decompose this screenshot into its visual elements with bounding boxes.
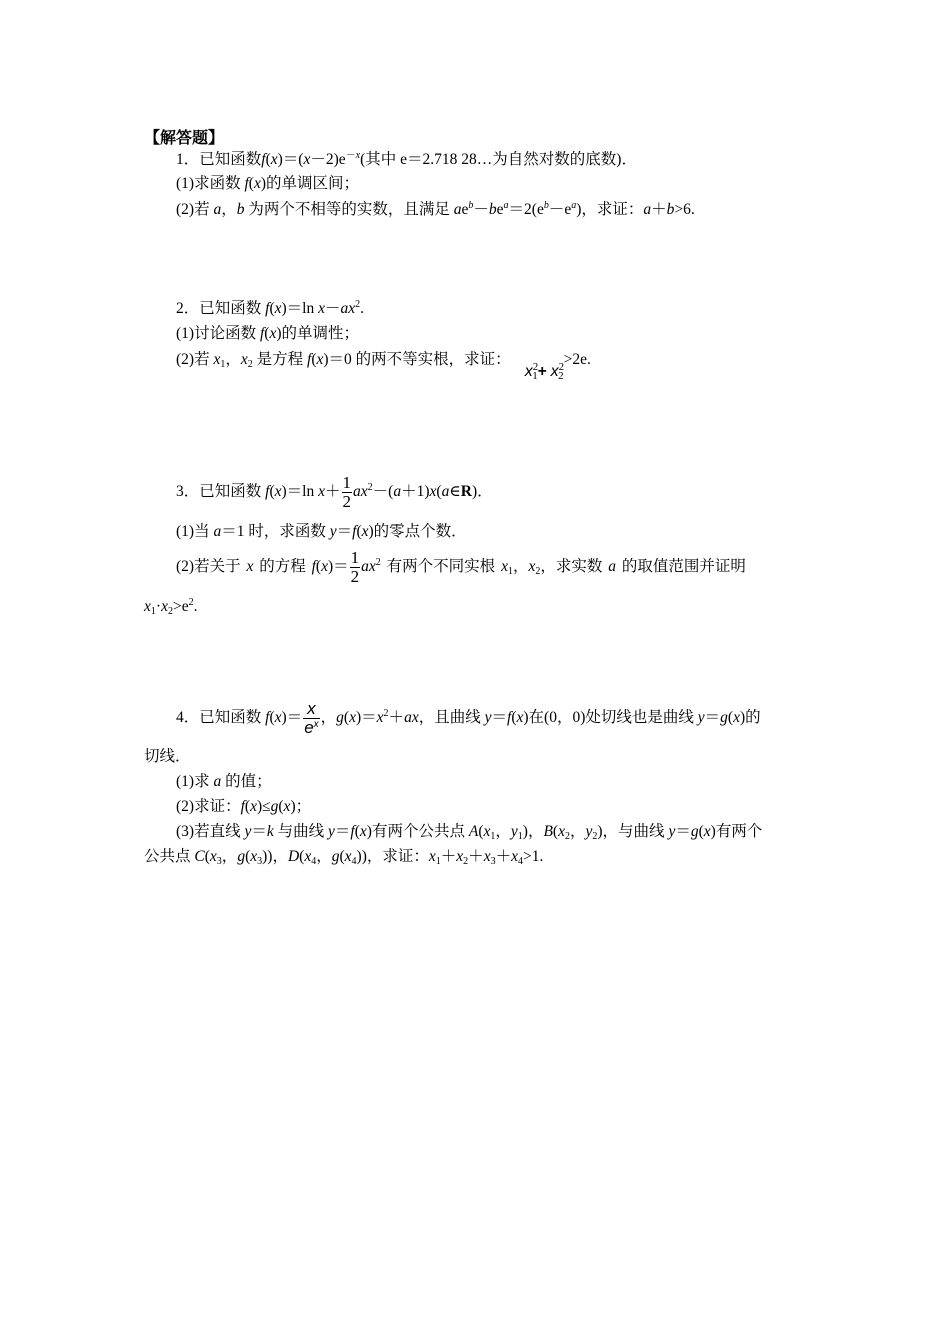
question-2-stem: 2．已知函数 f(x)＝ln $x-ax^2$.	[176, 299, 365, 317]
question-1-stem: 1．已知函数$f(x)=(x-2)e^{-x}$(其中 e＝2.718 28…为自然对数的底数)．	[176, 150, 637, 168]
question-4-stem: 4．已知函数 f(x)＝ $\frac{x}{e^x}$ ，$g(x)=x^2+ax$，且曲线 y＝f(x)在(0，0)处切线也是曲线 y＝g(x)的	[176, 698, 761, 737]
question-3-stem: 3．已知函数 f(x)＝ln x＋ $\frac{1}{2}$ $ax^2-(a+1)x(a\in R)$．	[176, 472, 493, 511]
section-title: 【解答题】	[144, 128, 225, 147]
question-4-stem-cont: 切线．	[144, 748, 191, 765]
question-3-part-2: (2)若关于 x 的方程 f(x)＝ $\frac{1}{2}$ $ax^2$ 有两个不同实根 $x_1$，$x_2$，求实数 a 的取值范围并证明	[176, 547, 746, 586]
fraction-x-over-ex: $\frac{x}{e^x}$	[304, 698, 319, 737]
fraction-one-half: $\frac{1}{2}$	[350, 547, 360, 586]
question-3-part-2-cont: $x_1\cdot x_2>e^2$.	[144, 597, 198, 617]
question-4-part-3-cont: 公共点 $C(x_3$，$g(x_3)$)，$D(x_4$，$g(x_4)$)，求证：$x_1+x_2+x_3+x_4>1$.	[144, 848, 544, 867]
question-2-part-1: (1)讨论函数 f(x)的单调性；	[176, 325, 359, 342]
question-3-part-1: (1)当 a＝1 时，求函数 y＝f(x)的零点个数．	[176, 523, 467, 540]
question-4-part-2: (2)求证：f(x)≤g(x)；	[176, 798, 312, 815]
fraction-one-half: $\frac{1}{2}$	[342, 472, 352, 511]
question-4-part-1: (1)求 a 的值；	[176, 773, 272, 790]
question-1-part-2: (2)若 a，b 为两个不相等的实数，且满足 $ae^b-be^a=2(e^b-e^a)$，求证：a＋b>6.	[176, 200, 695, 218]
question-4-part-3: (3)若直线 y＝k 与曲线 y＝f(x)有两个公共点 $A(x_1$，$y_1$)，$B(x_2$，$y_2$)，与曲线 y＝g(x)有两个	[176, 823, 763, 842]
question-1-part-1: (1)求函数 f(x)的单调区间；	[176, 175, 359, 192]
question-2-part-2: (2)若 $x_1$，$x_2$ 是方程 f(x)＝0 的两不等实根，求证：$x^2_1+ x^2_2>2e$.	[176, 351, 591, 382]
